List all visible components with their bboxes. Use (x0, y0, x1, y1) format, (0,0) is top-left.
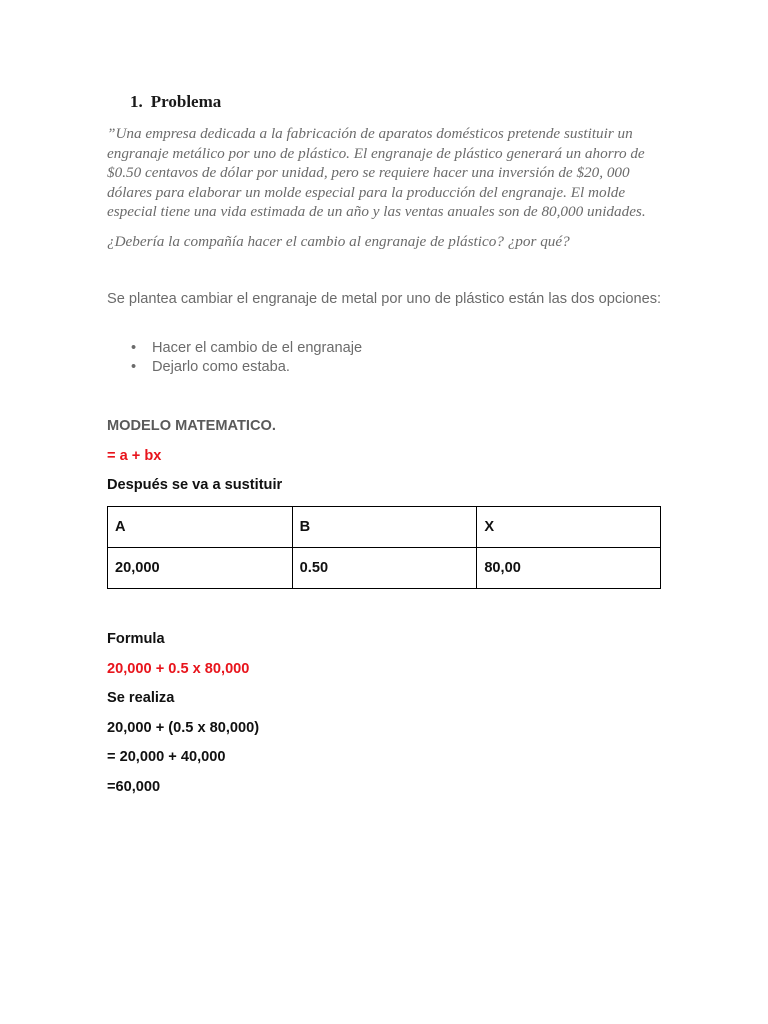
problem-statement: ”Una empresa dedicada a la fabricación de aparatos domésticos pretende sustituir un engranaje metálico por uno de plástico. El engranaje de plástico generará un ahorro de $0.50 centavos de dólar por unidad, pero se requiere hacer una inversión de $20, 000 dólares para elaborar un molde especial para la producción del engranaje. El molde especial tiene una vida estimada de un año y las ventas anuales son de 80,000 unidades. (107, 125, 646, 220)
table-row (108, 548, 661, 589)
model-title: MODELO MATEMATICO. (107, 418, 276, 434)
substitute-label: Después se va a sustituir (107, 477, 283, 493)
formula-step-2: = 20,000 + 40,000 (107, 749, 226, 765)
formula-result: =60,000 (107, 779, 161, 795)
steps-label: Se realiza (107, 690, 175, 706)
table-cell: 20,000 (108, 548, 293, 589)
formula-label: Formula (107, 631, 165, 647)
table-row (108, 507, 661, 548)
problem-title: Problema (150, 92, 222, 111)
options-list (107, 339, 667, 377)
table-cell: 0.50 (292, 548, 477, 589)
problem-question: ¿Debería la compañía hacer el cambio al engranaje de plástico? ¿por qué? (107, 233, 570, 250)
formula-step-1: 20,000 + (0.5 x 80,000) (107, 720, 260, 736)
table-header-cell: X (477, 507, 661, 548)
bullet-icon: • (131, 340, 137, 356)
problem-heading (130, 92, 221, 112)
formula-expression: 20,000 + 0.5 x 80,000 (107, 661, 250, 677)
table-header-cell: B (292, 507, 477, 548)
list-item (107, 358, 667, 377)
bullet-icon: • (131, 359, 137, 375)
problem-number: 1. (130, 92, 143, 111)
values-table (107, 506, 661, 589)
table-header-cell: A (108, 507, 293, 548)
options-intro: Se plantea cambiar el engranaje de metal por uno de plástico están las dos opciones: (107, 291, 662, 307)
model-equation: = a + bx (107, 448, 162, 464)
option-text: Hacer el cambio de el engranaje (152, 340, 363, 356)
list-item (107, 339, 667, 358)
table-cell: 80,00 (477, 548, 661, 589)
option-text: Dejarlo como estaba. (152, 359, 290, 375)
